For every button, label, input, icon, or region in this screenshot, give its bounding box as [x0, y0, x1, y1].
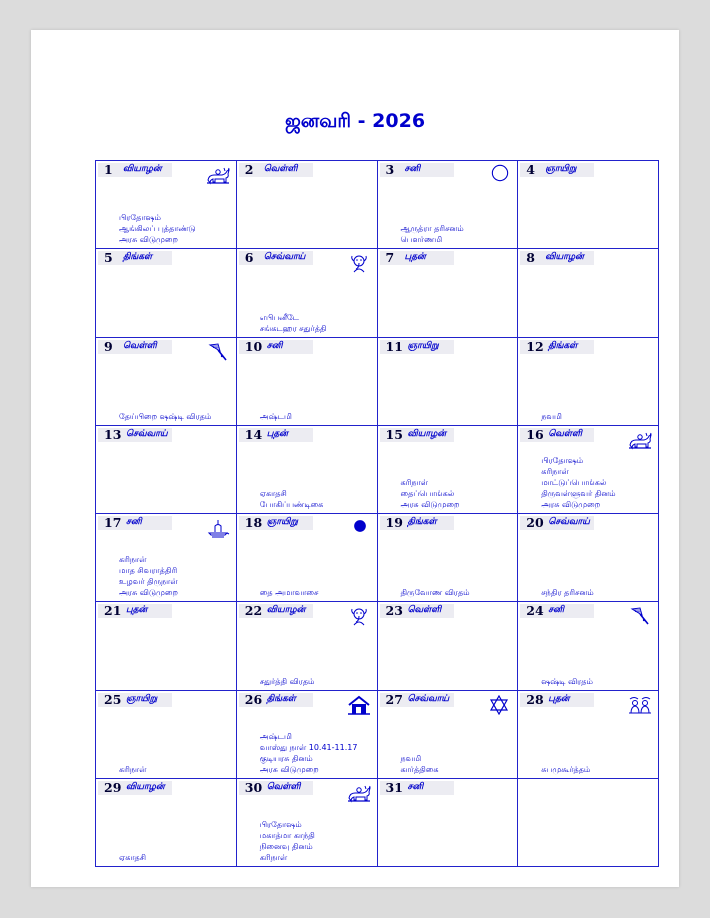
weekday-label: சனி — [126, 517, 142, 527]
event-list — [401, 223, 464, 245]
weekday-label: திங்கள் — [266, 693, 296, 704]
event-text: திருவள்ளுவர் தினம் — [541, 489, 616, 498]
calendar-page — [31, 30, 679, 887]
day-cell — [518, 602, 659, 690]
day-cell — [378, 602, 519, 690]
event-text: குடியரசு தினம் — [259, 753, 313, 763]
event-text: கரிநாள் — [259, 853, 288, 862]
event-text: ஆங்கிலப் புத்தாண்டு — [119, 224, 196, 234]
day-cell — [378, 249, 519, 337]
event-text: ஆருத்ரா தரிசனம் — [400, 224, 464, 234]
weekday-label: வெள்ளி — [263, 164, 298, 174]
weekday-label: திங்கள் — [548, 340, 578, 351]
weekday-label: புதன் — [266, 428, 289, 439]
weekday-label: வெள்ளி — [123, 340, 157, 351]
event-text: ஷஷ்டி விரதம் — [541, 676, 593, 686]
day-number: 1 — [104, 162, 113, 177]
event-list — [119, 212, 196, 245]
nandi-icon — [206, 165, 230, 185]
day-number: 29 — [104, 779, 122, 795]
weekday-label: வியாழன் — [545, 252, 584, 263]
day-cell — [237, 249, 378, 337]
day-number: 15 — [385, 426, 403, 442]
event-text: பிரதோஷம் — [259, 820, 302, 829]
day-cell — [518, 514, 659, 602]
weekday-label: செவ்வாய் — [407, 693, 450, 704]
event-text: எபிபனீடே — [259, 312, 300, 322]
day-number: 30 — [244, 779, 263, 795]
day-number: 23 — [385, 603, 403, 619]
event-text: சந்திர தரிசனம் — [541, 588, 594, 598]
shiva-lingam-icon — [206, 518, 230, 538]
event-list — [541, 411, 562, 422]
event-text: அரசு விடுமுறை — [259, 764, 319, 774]
day-cell — [518, 249, 659, 337]
event-text: ஏகாதசி — [119, 853, 146, 862]
event-text: மகாத்மா காந்தி — [259, 831, 315, 840]
event-list — [541, 587, 593, 598]
day-cell — [96, 426, 237, 514]
event-list — [260, 819, 315, 863]
weekday-label: ஞாயிறு — [126, 693, 158, 704]
event-text: பிரதோஷம் — [541, 456, 584, 465]
calendar-grid — [95, 160, 659, 867]
wedding-couple-icon — [628, 695, 652, 715]
event-text: அரசு விடுமுறை — [119, 235, 178, 245]
day-cell — [96, 691, 237, 779]
day-number: 9 — [104, 338, 113, 354]
day-number: 5 — [104, 250, 113, 266]
event-text: கரிநாள் — [119, 555, 147, 565]
event-text: அரசு விடுமுறை — [400, 500, 460, 509]
weekday-label: புதன் — [126, 605, 148, 616]
day-number: 3 — [385, 162, 395, 177]
event-text: அஷ்டமி — [259, 731, 292, 741]
weekday-label: ஞாயிறு — [545, 164, 577, 174]
weekday-label: வெள்ளி — [407, 605, 442, 616]
weekday-label: செவ்வாய் — [126, 428, 168, 439]
day-number: 25 — [104, 691, 122, 707]
weekday-label: புதன் — [404, 252, 426, 263]
event-text: பௌர்ணமி — [400, 235, 443, 245]
event-text: தை அமாவாசை — [259, 588, 319, 598]
weekday-label: வெள்ளி — [548, 428, 582, 439]
day-number: 24 — [526, 603, 544, 619]
weekday-label: சனி — [548, 605, 564, 616]
day-cell — [237, 514, 378, 602]
day-cell — [237, 161, 378, 249]
day-number: 20 — [526, 515, 544, 530]
day-number: 6 — [244, 250, 254, 266]
event-text: தேய்பிறை ஷஷ்டி விரதம் — [119, 411, 212, 421]
day-cell — [237, 426, 378, 514]
day-number: 7 — [385, 250, 395, 266]
weekday-label: சனி — [404, 164, 421, 174]
nandi-icon — [347, 783, 371, 803]
day-number: 22 — [244, 603, 263, 619]
event-list — [119, 764, 146, 775]
day-cell — [518, 426, 659, 514]
day-cell — [96, 602, 237, 690]
vel-icon — [628, 606, 652, 626]
vel-icon — [206, 342, 230, 362]
day-cell — [518, 691, 659, 779]
event-list — [260, 731, 358, 775]
day-number: 10 — [244, 338, 263, 354]
day-cell — [378, 514, 519, 602]
weekday-label: வியாழன் — [407, 428, 447, 439]
day-cell — [378, 338, 519, 426]
day-cell — [96, 249, 237, 337]
day-cell — [518, 338, 659, 426]
event-list — [541, 455, 615, 510]
day-number: 31 — [385, 779, 403, 795]
event-text: அஷ்டமி — [259, 411, 292, 421]
day-number: 26 — [244, 691, 263, 707]
day-number: 21 — [104, 603, 122, 619]
day-number: 12 — [526, 338, 544, 354]
day-cell — [96, 514, 237, 602]
event-list — [401, 753, 439, 775]
weekday-label: வியாழன் — [126, 781, 165, 792]
day-cell — [378, 426, 519, 514]
day-number: 16 — [526, 426, 544, 442]
event-text: உழவர் திருநாள் — [119, 577, 178, 587]
weekday-label: திங்கள் — [123, 252, 153, 263]
event-text: கரிநாள் — [119, 764, 147, 774]
event-list — [260, 676, 315, 687]
day-cell — [96, 779, 237, 867]
event-text: மாத சிவராத்திரி — [119, 566, 178, 576]
weekday-label: சனி — [266, 340, 283, 351]
full-moon-icon — [491, 164, 509, 182]
event-text: திருவோண விரதம் — [400, 588, 470, 598]
day-number: 27 — [385, 691, 403, 707]
event-text: ஏகாதசி — [259, 489, 287, 498]
day-cell — [378, 161, 519, 249]
day-number: 28 — [526, 691, 544, 707]
day-cell — [96, 161, 237, 249]
ganesha-icon — [347, 253, 371, 273]
day-cell — [378, 779, 519, 867]
event-text: நினைவு தினம் — [259, 842, 313, 851]
day-cell — [518, 161, 659, 249]
day-number: 2 — [244, 162, 254, 177]
event-text: கரிநாள் — [541, 467, 569, 476]
event-list — [541, 676, 593, 687]
day-number: 18 — [244, 515, 263, 530]
event-list — [260, 411, 292, 422]
house-icon — [347, 695, 371, 715]
day-cell — [237, 338, 378, 426]
event-text: போகிப்பண்டிகை — [259, 500, 324, 509]
day-cell — [96, 338, 237, 426]
event-list — [541, 764, 590, 775]
day-cell — [378, 691, 519, 779]
event-list — [401, 587, 470, 598]
event-text: பிரதோஷம் — [119, 213, 161, 223]
event-text: கரிநாள் — [400, 478, 428, 487]
event-list — [119, 411, 211, 422]
event-text: மாட்டுப்பொங்கல் — [541, 478, 607, 487]
weekday-label: புதன் — [548, 693, 570, 704]
weekday-label: திங்கள் — [407, 517, 437, 527]
day-number: 17 — [104, 515, 122, 530]
weekday-label: வெள்ளி — [266, 781, 301, 792]
new-moon-icon — [351, 517, 369, 535]
ganesha-icon — [347, 606, 371, 626]
event-text: வாஸ்து நாள் 10.41-11.17 — [259, 742, 358, 752]
weekday-label: வியாழன் — [266, 605, 306, 616]
weekday-label: செவ்வாய் — [548, 517, 590, 527]
day-cell — [237, 691, 378, 779]
event-text: கார்த்திகை — [400, 764, 439, 774]
event-text: அரசு விடுமுறை — [541, 500, 601, 509]
day-cell — [237, 779, 378, 867]
weekday-label: வியாழன் — [123, 164, 162, 174]
event-text: சுபமுகூர்த்தம் — [541, 764, 591, 774]
event-text: நவமி — [400, 753, 422, 763]
event-list — [260, 587, 319, 598]
event-list — [260, 312, 327, 334]
event-text: சதுர்த்தி விரதம் — [259, 676, 315, 686]
event-text: சங்கடஹர சதுர்த்தி — [259, 323, 327, 333]
event-text: நவமி — [541, 411, 562, 421]
day-number: 14 — [244, 426, 263, 442]
day-number: 13 — [104, 426, 122, 442]
weekday-label: ஞாயிறு — [407, 340, 439, 351]
day-cell — [518, 779, 659, 867]
event-list — [119, 852, 146, 863]
weekday-label: ஞாயிறு — [266, 517, 298, 527]
event-list — [401, 477, 460, 510]
star-of-david-icon — [487, 695, 511, 715]
day-number: 11 — [385, 338, 403, 354]
event-text: அரசு விடுமுறை — [119, 588, 178, 598]
day-number: 19 — [385, 515, 403, 530]
weekday-label: செவ்வாய் — [263, 252, 306, 263]
weekday-label: சனி — [407, 781, 424, 792]
event-list — [260, 488, 324, 510]
day-number: 8 — [526, 250, 535, 266]
nandi-icon — [628, 430, 652, 450]
month-title: ஜனவரி - 2026 — [284, 110, 426, 132]
event-list — [119, 554, 178, 598]
event-text: தைப்பொங்கல் — [400, 489, 455, 498]
day-cell — [237, 602, 378, 690]
day-number: 4 — [526, 162, 535, 177]
